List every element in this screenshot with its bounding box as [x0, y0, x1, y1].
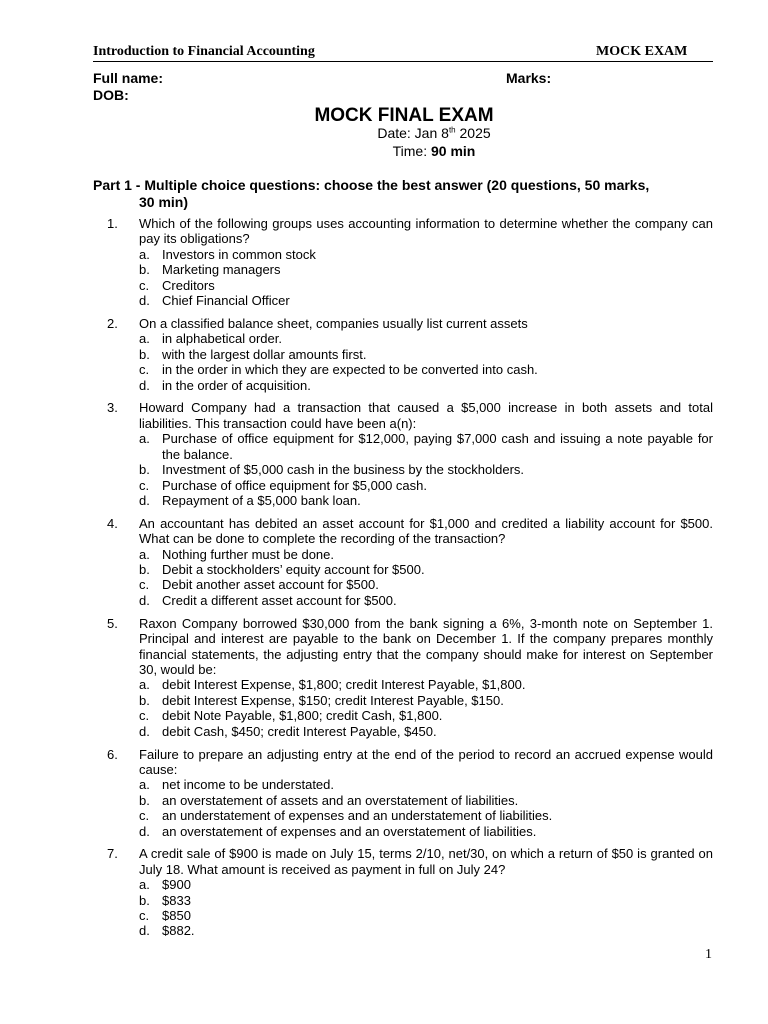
answer-option: [139, 378, 713, 393]
answer-option: [139, 431, 713, 462]
answer-option: [139, 677, 713, 692]
answer-option: [139, 462, 713, 477]
option-letter: d.: [139, 293, 150, 309]
question-text: A credit sale of $900 is made on July 15, terms 2/10, net/30, on which a return of $50 is granted on July 18. What amount is received as payment in full on July 24?: [139, 846, 713, 877]
answer-option: [139, 547, 713, 562]
question-number: 2.: [107, 315, 118, 331]
answer-option: [139, 262, 713, 277]
option-text: Nothing further must be done.: [162, 546, 334, 562]
answer-option: [139, 693, 713, 708]
question-number: 3.: [107, 400, 118, 416]
answer-option: [139, 923, 713, 938]
exam-date-suffix: 2025: [455, 125, 491, 141]
answer-options: [139, 547, 713, 609]
answer-option: [139, 808, 713, 823]
option-text: an overstatement of expenses and an overstatement of liabilities.: [162, 823, 537, 839]
option-text: $882.: [162, 923, 195, 939]
answer-option: [139, 708, 713, 723]
option-letter: c.: [139, 577, 150, 593]
option-letter: a.: [139, 677, 150, 693]
option-letter: d.: [139, 377, 150, 393]
option-text: Debit another asset account for $500.: [162, 577, 379, 593]
answer-options: [139, 777, 713, 839]
option-letter: c.: [139, 362, 150, 378]
option-letter: b.: [139, 346, 150, 362]
option-text: debit Interest Expense, $150; credit Interest Payable, $150.: [162, 692, 504, 708]
answer-option: [139, 347, 713, 362]
option-letter: d.: [139, 592, 150, 608]
option-letter: a.: [139, 246, 150, 262]
option-letter: b.: [139, 562, 150, 578]
dob-label: DOB:: [93, 87, 129, 103]
question-item: [93, 616, 713, 739]
question-item: [93, 516, 713, 608]
exam-title: MOCK FINAL EXAM: [314, 105, 494, 126]
option-letter: a.: [139, 546, 150, 562]
exam-time: [0, 143, 768, 159]
question-list: [93, 216, 713, 946]
option-letter: c.: [139, 477, 150, 493]
question-text: Howard Company had a transaction that caused a $5,000 increase in both assets and total liabilities. This transaction could have been a(n):: [139, 400, 713, 431]
answer-option: [139, 247, 713, 262]
answer-options: [139, 431, 713, 508]
option-text: Creditors: [162, 277, 215, 293]
answer-option: [139, 493, 713, 508]
exam-date-superscript: th: [448, 125, 456, 135]
question-number: 5.: [107, 615, 118, 631]
question-text: Which of the following groups uses accounting information to determine whether the company can pay its obligations?: [139, 216, 713, 247]
part-heading: [93, 177, 718, 211]
option-text: in the order of acquisition.: [162, 377, 311, 393]
question-text: Raxon Company borrowed $30,000 from the bank signing a 6%, 3-month note on September 1. Principal and interest are payable to the bank on December 1. If the company prepares monthly financial statements, the adjusting entry that the company should make for interest on September 30, would be:: [139, 615, 713, 677]
option-letter: d.: [139, 723, 150, 739]
option-letter: c.: [139, 908, 150, 924]
question-number: 1.: [107, 216, 118, 231]
full-name-label: Full name:: [93, 70, 164, 86]
option-text: Marketing managers: [162, 262, 281, 278]
option-text: debit Cash, $450; credit Interest Payable, $450.: [162, 723, 437, 739]
option-letter: a.: [139, 777, 150, 793]
option-text: debit Interest Expense, $1,800; credit Interest Payable, $1,800.: [162, 677, 526, 693]
course-title: Introduction to Financial Accounting: [93, 44, 315, 59]
option-text: Chief Financial Officer: [162, 293, 290, 309]
option-text: Debit a stockholders’ equity account for $500.: [162, 562, 425, 578]
option-text: in the order in which they are expected to be converted into cash.: [162, 362, 538, 378]
option-letter: b.: [139, 462, 150, 478]
answer-options: [139, 877, 713, 939]
question-text: Failure to prepare an adjusting entry at the end of the period to record an accrued expense would cause:: [139, 746, 713, 777]
option-text: Purchase of office equipment for $12,000, paying $7,000 cash and issuing a note payable for the balance.: [162, 431, 713, 462]
part-heading-line-1: Part 1 - Multiple choice questions: choose the best answer (20 questions, 50 marks,: [93, 177, 650, 193]
option-text: $850: [162, 908, 191, 924]
exam-time-label: Time:: [392, 143, 431, 159]
answer-option: [139, 562, 713, 577]
option-text: Investment of $5,000 cash in the business by the stockholders.: [162, 462, 525, 478]
option-text: in alphabetical order.: [162, 331, 282, 347]
option-text: Credit a different asset account for $500.: [162, 592, 397, 608]
part-heading-line-2: 30 min): [139, 194, 189, 210]
option-letter: c.: [139, 808, 150, 824]
answer-options: [139, 247, 713, 309]
exam-date-prefix: Date: Jan 8: [377, 125, 449, 141]
option-text: an overstatement of assets and an overstatement of liabilities.: [162, 792, 519, 808]
question-item: [93, 747, 713, 839]
question-item: [93, 216, 713, 308]
option-letter: a.: [139, 877, 150, 893]
answer-option: [139, 593, 713, 608]
option-text: Purchase of office equipment for $5,000 cash.: [162, 477, 427, 493]
exam-label: MOCK EXAM: [596, 44, 688, 59]
question-item: [93, 316, 713, 393]
option-letter: b.: [139, 792, 150, 808]
answer-option: [139, 278, 713, 293]
answer-option: [139, 777, 713, 792]
option-text: Investors in common stock: [162, 246, 316, 262]
answer-option: [139, 793, 713, 808]
answer-option: [139, 478, 713, 493]
option-text: net income to be understated.: [162, 777, 335, 793]
option-letter: b.: [139, 692, 150, 708]
option-text: $833: [162, 892, 191, 908]
answer-option: [139, 331, 713, 346]
page-number: 1: [705, 947, 712, 962]
question-item: [93, 400, 713, 508]
question-number: 6.: [107, 746, 118, 762]
question-text: An accountant has debited an asset account for $1,000 and credited a liability account for $500. What can be done to complete the recording of the transaction?: [139, 515, 713, 547]
page-header: [93, 44, 713, 62]
option-letter: d.: [139, 492, 150, 508]
option-letter: b.: [139, 892, 150, 908]
answer-option: [139, 877, 713, 892]
option-text: $900: [162, 877, 191, 893]
option-letter: c.: [139, 277, 150, 293]
answer-option: [139, 577, 713, 592]
question-text: On a classified balance sheet, companies usually list current assets: [139, 315, 528, 331]
exam-time-value: 90 min: [431, 143, 476, 159]
option-text: debit Note Payable, $1,800; credit Cash, $1,800.: [162, 708, 443, 724]
option-text: an understatement of expenses and an understatement of liabilities.: [162, 808, 553, 824]
answer-option: [139, 893, 713, 908]
option-text: with the largest dollar amounts first.: [162, 346, 367, 362]
question-item: [93, 846, 713, 938]
option-letter: a.: [139, 331, 150, 347]
answer-option: [139, 362, 713, 377]
option-letter: a.: [139, 431, 150, 447]
answer-option: [139, 724, 713, 739]
marks-label: Marks:: [506, 70, 552, 86]
answer-options: [139, 677, 713, 739]
option-letter: d.: [139, 923, 150, 939]
answer-options: [139, 331, 713, 393]
option-letter: b.: [139, 262, 150, 278]
exam-date: [0, 125, 768, 141]
question-number: 7.: [107, 846, 118, 862]
answer-option: [139, 908, 713, 923]
answer-option: [139, 824, 713, 839]
question-number: 4.: [107, 515, 118, 531]
option-letter: c.: [139, 708, 150, 724]
answer-option: [139, 293, 713, 308]
option-text: Repayment of a $5,000 bank loan.: [162, 492, 361, 508]
option-letter: d.: [139, 823, 150, 839]
